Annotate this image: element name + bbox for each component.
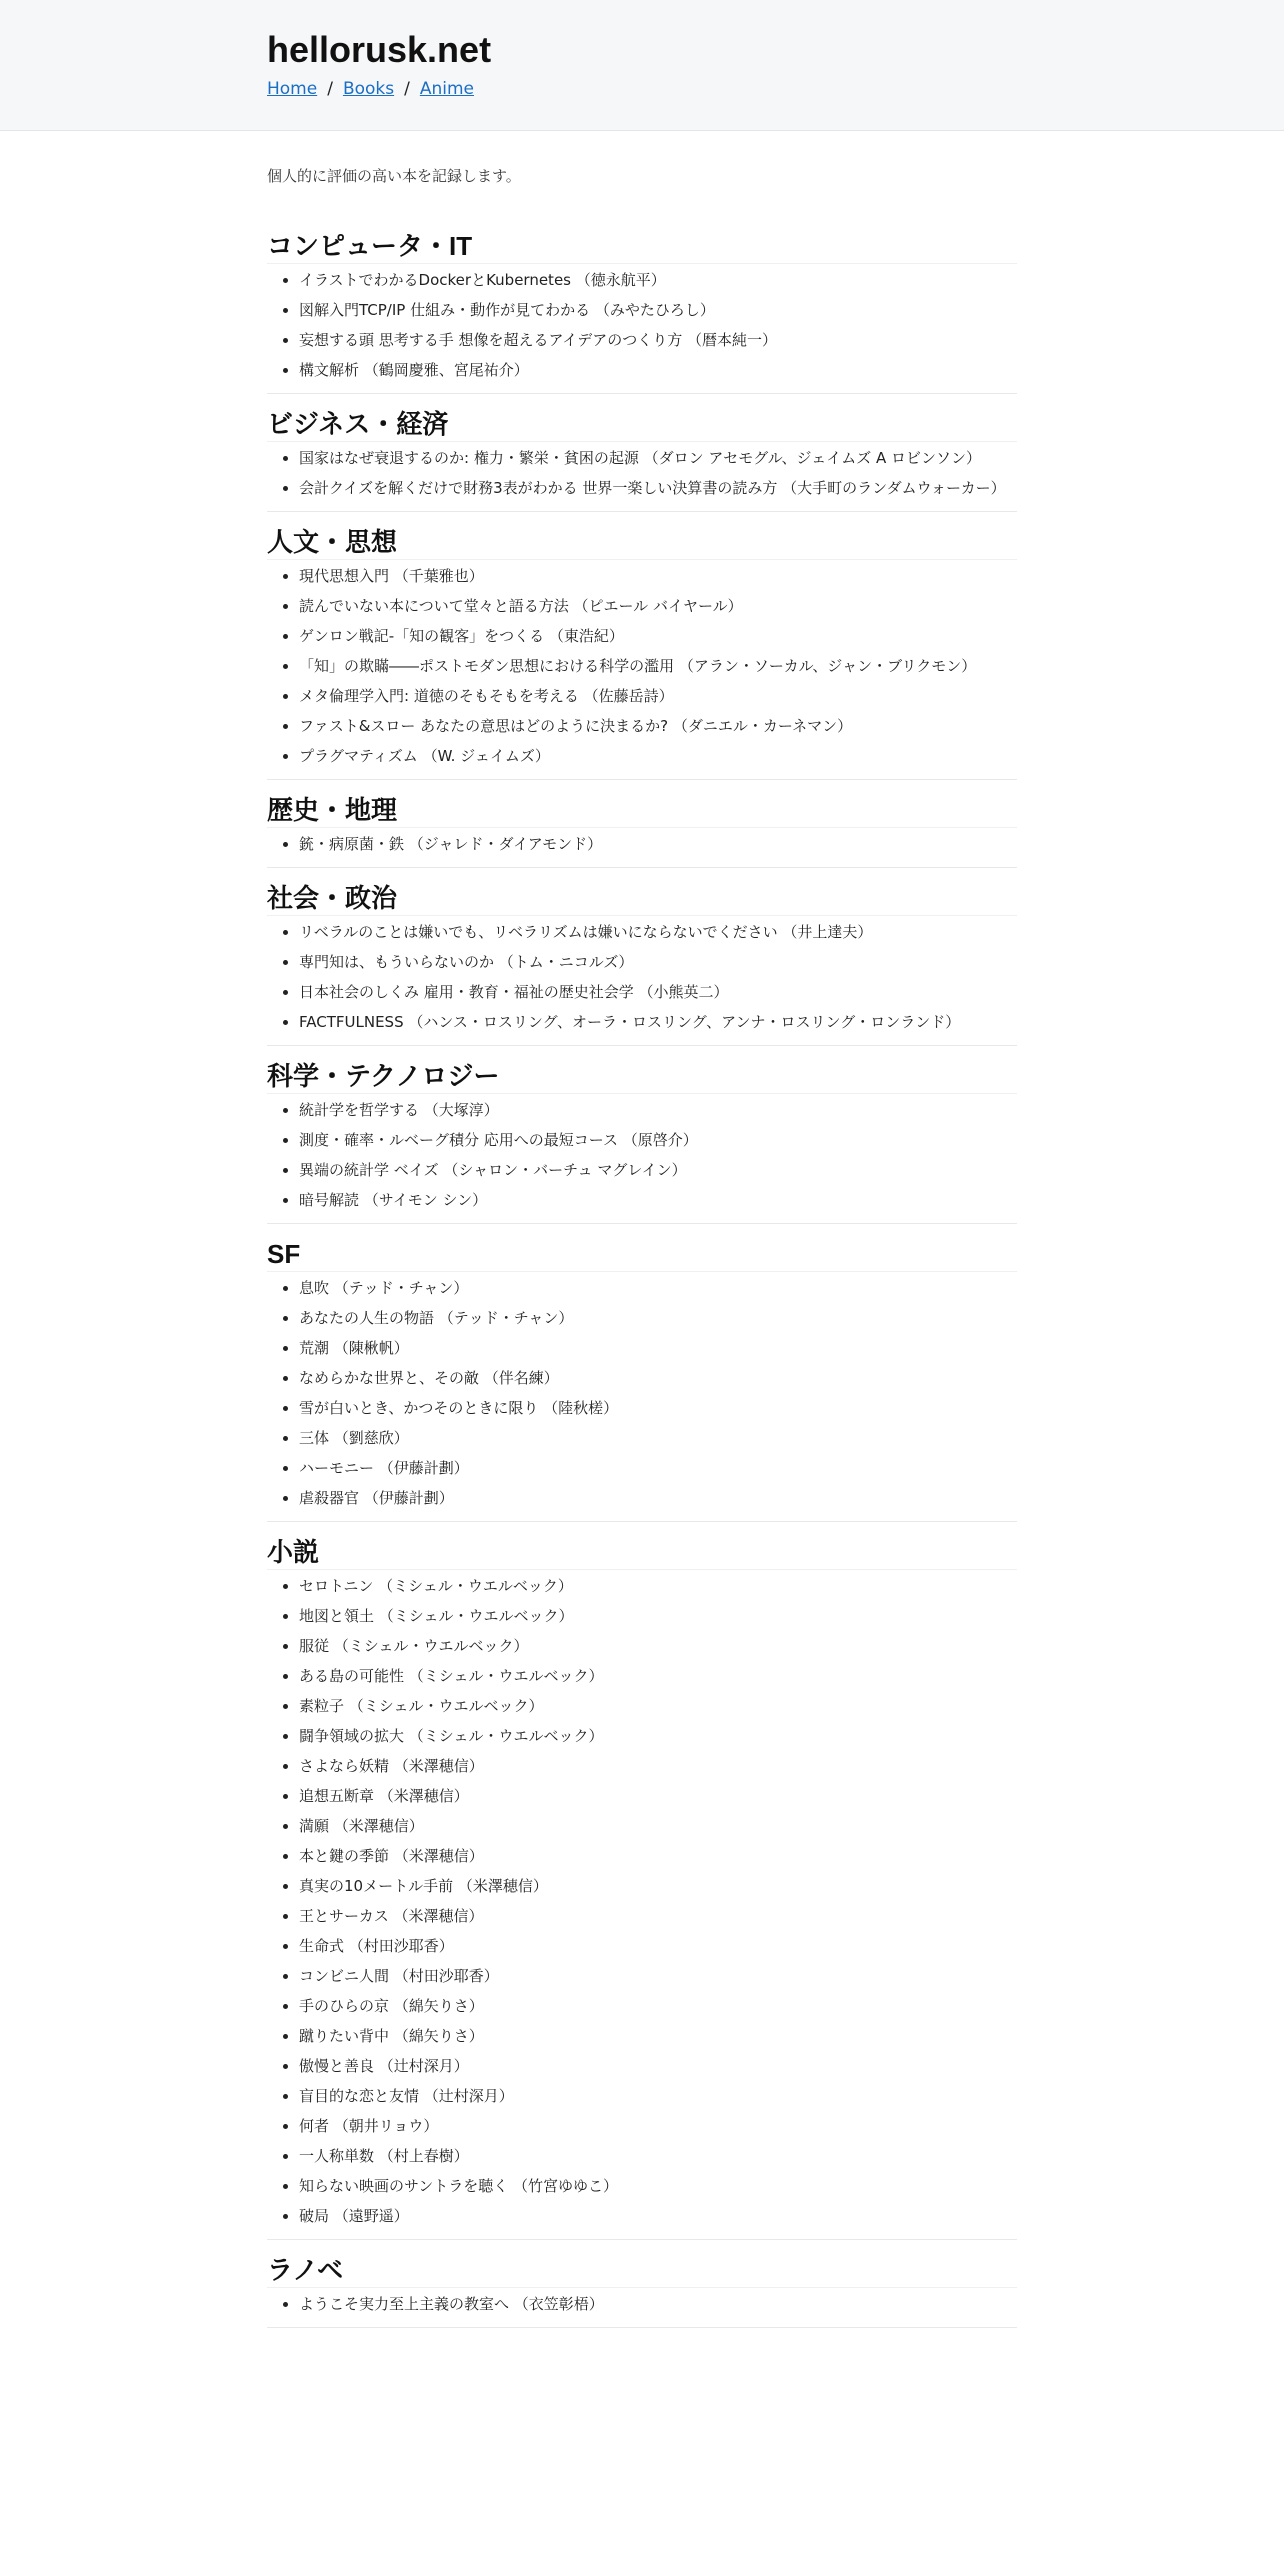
book-item: • 妄想する頭 思考する手 想像を超えるアイデアのつくり方 （暦本純一） — [299, 328, 1017, 352]
section-title: SF — [267, 1239, 1017, 1272]
book-item: • 国家はなぜ衰退するのか: 権力・繁栄・貧困の起源 （ダロン アセモグル、ジェイムズ A ロビンソン） — [299, 446, 1017, 470]
book-item: • ようこそ実力至上主義の教室へ （衣笠彰梧） — [299, 2292, 1017, 2316]
book-item: • イラストでわかるDockerとKubernetes （徳永航平） — [299, 268, 1017, 292]
section-title: 社会・政治 — [267, 883, 1017, 916]
book-item: • 服従 （ミシェル・ウエルベック） — [299, 1634, 1017, 1658]
book-item: • 読んでいない本について堂々と語る方法 （ピエール バイヤール） — [299, 594, 1017, 618]
book-sections — [267, 231, 1017, 2328]
book-item: • 暗号解読 （サイモン シン） — [299, 1188, 1017, 1212]
book-item: • 統計学を哲学する （大塚淳） — [299, 1098, 1017, 1122]
book-item: • 素粒子 （ミシェル・ウエルベック） — [299, 1694, 1017, 1718]
book-item: • 虐殺器官 （伊藤計劃） — [299, 1486, 1017, 1510]
breadcrumb-books-link[interactable]: Books — [342, 79, 395, 99]
book-item: • ハーモニー （伊藤計劃） — [299, 1456, 1017, 1480]
book-section — [267, 2255, 1017, 2328]
book-list — [267, 564, 1017, 768]
book-list — [267, 446, 1017, 500]
book-item: • 真実の10メートル手前 （米澤穂信） — [299, 1874, 1017, 1898]
book-item: • 荒潮 （陳楸帆） — [299, 1336, 1017, 1360]
book-item: • 盲目的な恋と友情 （辻村深月） — [299, 2084, 1017, 2108]
book-item: • 一人称単数 （村上春樹） — [299, 2144, 1017, 2168]
book-item: • 王とサーカス （米澤穂信） — [299, 1904, 1017, 1928]
book-list — [267, 832, 1017, 856]
book-section — [267, 883, 1017, 1046]
book-item: • メタ倫理学入門: 道徳のそもそもを考える （佐藤岳詩） — [299, 684, 1017, 708]
section-title: コンピュータ・IT — [267, 231, 1017, 264]
section-title: 人文・思想 — [267, 527, 1017, 560]
book-item: • 「知」の欺瞞――ポストモダン思想における科学の濫用 （アラン・ソーカル、ジャン・ブリクモン） — [299, 654, 1017, 678]
book-item: • 追想五断章 （米澤穂信） — [299, 1784, 1017, 1808]
book-item: • 生命式 （村田沙耶香） — [299, 1934, 1017, 1958]
book-list — [267, 1098, 1017, 1212]
book-item: • FACTFULNESS （ハンス・ロスリング、オーラ・ロスリング、アンナ・ロスリング・ロンランド） — [299, 1010, 1017, 1034]
book-item: • 手のひらの京 （綿矢りさ） — [299, 1994, 1017, 2018]
book-item: • 闘争領域の拡大 （ミシェル・ウエルベック） — [299, 1724, 1017, 1748]
book-item: • 知らない映画のサントラを聴く （竹宮ゆゆこ） — [299, 2174, 1017, 2198]
section-title: 科学・テクノロジー — [267, 1061, 1017, 1094]
book-item: • 地図と領土 （ミシェル・ウエルベック） — [299, 1604, 1017, 1628]
book-item: • 図解入門TCP/IP 仕組み・動作が見てわかる （みやたひろし） — [299, 298, 1017, 322]
site-header — [0, 0, 1284, 131]
book-item: • セロトニン （ミシェル・ウエルベック） — [299, 1574, 1017, 1598]
book-item: • ファスト&スロー あなたの意思はどのように決まるか? （ダニエル・カーネマン） — [299, 714, 1017, 738]
book-section — [267, 409, 1017, 512]
book-list — [267, 1276, 1017, 1510]
book-section — [267, 1061, 1017, 1224]
section-title: ビジネス・経済 — [267, 409, 1017, 442]
main-content — [267, 165, 1017, 2328]
book-item: • 異端の統計学 ベイズ （シャロン・バーチュ マグレイン） — [299, 1158, 1017, 1182]
book-item: • 雪が白いとき、かつそのときに限り （陸秋槎） — [299, 1396, 1017, 1420]
book-item: • 傲慢と善良 （辻村深月） — [299, 2054, 1017, 2078]
book-item: • 本と鍵の季節 （米澤穂信） — [299, 1844, 1017, 1868]
site-title[interactable]: hellorusk.net — [267, 29, 492, 70]
book-item: • 現代思想入門 （千葉雅也） — [299, 564, 1017, 588]
book-item: • ゲンロン戦記-「知の観客」をつくる （東浩紀） — [299, 624, 1017, 648]
breadcrumb — [267, 78, 1017, 100]
book-item: • リベラルのことは嫌いでも、リベラリズムは嫌いにならないでください （井上達夫） — [299, 920, 1017, 944]
book-item: • あなたの人生の物語 （テッド・チャン） — [299, 1306, 1017, 1330]
book-item: • 何者 （朝井リョウ） — [299, 2114, 1017, 2138]
book-list — [267, 920, 1017, 1034]
book-item: • 専門知は、もういらないのか （トム・ニコルズ） — [299, 950, 1017, 974]
book-item: • ある島の可能性 （ミシェル・ウエルベック） — [299, 1664, 1017, 1688]
book-section — [267, 527, 1017, 780]
book-item: • 日本社会のしくみ 雇用・教育・福祉の歴史社会学 （小熊英二） — [299, 980, 1017, 1004]
book-item: • 満願 （米澤穂信） — [299, 1814, 1017, 1838]
book-section — [267, 1239, 1017, 1522]
breadcrumb-separator: / — [327, 79, 333, 99]
book-item: • 蹴りたい背中 （綿矢りさ） — [299, 2024, 1017, 2048]
book-section — [267, 795, 1017, 868]
section-title: 小説 — [267, 1537, 1017, 1570]
book-item: • 測度・確率・ルベーグ積分 応用への最短コース （原啓介） — [299, 1128, 1017, 1152]
breadcrumb-home-link[interactable]: Home — [267, 79, 318, 99]
section-title: ラノベ — [267, 2255, 1017, 2288]
book-list — [267, 268, 1017, 382]
intro-text: 個人的に評価の高い本を記録します。 — [267, 167, 521, 185]
book-item: • 三体 （劉慈欣） — [299, 1426, 1017, 1450]
book-item: • 構文解析 （鶴岡慶雅、宮尾祐介） — [299, 358, 1017, 382]
book-item: • さよなら妖精 （米澤穂信） — [299, 1754, 1017, 1778]
book-list — [267, 1574, 1017, 2228]
book-item: • 銃・病原菌・鉄 （ジャレド・ダイアモンド） — [299, 832, 1017, 856]
book-item: • 息吹 （テッド・チャン） — [299, 1276, 1017, 1300]
section-title: 歴史・地理 — [267, 795, 1017, 828]
book-item: • プラグマティズム （W. ジェイムズ） — [299, 744, 1017, 768]
book-item: • 会計クイズを解くだけで財務3表がわかる 世界一楽しい決算書の読み方 （大手町のランダムウォーカー） — [299, 476, 1017, 500]
book-section — [267, 231, 1017, 394]
breadcrumb-separator: / — [404, 79, 410, 99]
book-item: • 破局 （遠野遥） — [299, 2204, 1017, 2228]
book-list — [267, 2292, 1017, 2316]
book-section — [267, 1537, 1017, 2240]
breadcrumb-anime-link[interactable]: Anime — [419, 79, 474, 99]
book-item: • コンビニ人間 （村田沙耶香） — [299, 1964, 1017, 1988]
book-item: • なめらかな世界と、その敵 （伴名練） — [299, 1366, 1017, 1390]
